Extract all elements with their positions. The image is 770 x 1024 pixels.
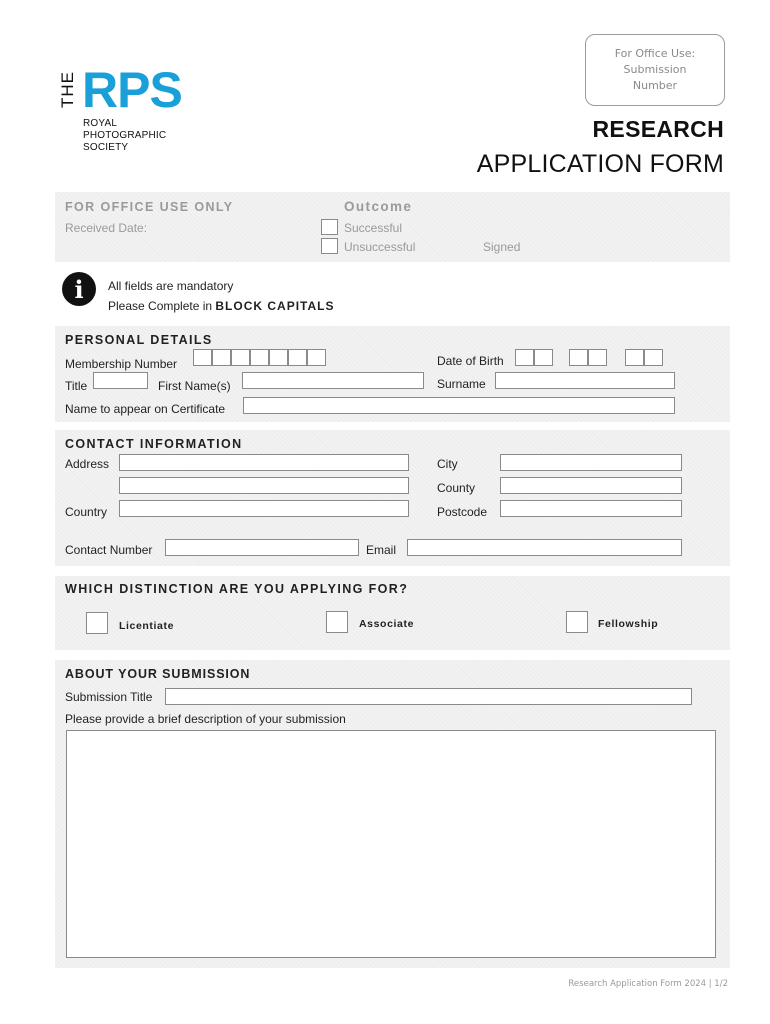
address-line2-input[interactable]	[119, 477, 409, 494]
contact-number-label: Contact Number	[65, 543, 153, 557]
title-input[interactable]	[93, 372, 148, 389]
description-label: Please provide a brief description of your submission	[65, 712, 346, 726]
licentiate-checkbox[interactable]	[86, 612, 108, 634]
email-label: Email	[366, 543, 397, 557]
email-input[interactable]	[407, 539, 682, 556]
logo-society-name	[83, 118, 166, 154]
first-names-input[interactable]	[242, 372, 424, 389]
country-label: Country	[65, 505, 108, 519]
logo-sub-line2: PHOTOGRAPHIC	[83, 130, 167, 141]
membership-digit-4[interactable]	[250, 349, 269, 366]
certificate-name-input[interactable]	[243, 397, 675, 414]
page-footer: Research Application Form 2024 | 1/2	[568, 979, 728, 989]
personal-details-panel	[55, 326, 730, 422]
page-title-research: RESEARCH	[592, 116, 724, 142]
membership-digit-7[interactable]	[307, 349, 326, 366]
certificate-name-label: Name to appear on Certificate	[65, 402, 226, 416]
info-icon: i	[62, 272, 96, 306]
logo-the-text: THE	[58, 71, 77, 108]
dob-month-2[interactable]	[588, 349, 607, 366]
mandatory-notice: All fields are mandatory	[108, 279, 234, 293]
submission-panel	[55, 660, 730, 968]
postcode-input[interactable]	[500, 500, 682, 517]
unsuccessful-label: Unsuccessful	[344, 240, 416, 254]
logo-sub-line3: SOCIETY	[83, 142, 129, 153]
membership-digit-1[interactable]	[193, 349, 212, 366]
submission-title-input[interactable]	[165, 688, 692, 705]
membership-digit-5[interactable]	[269, 349, 288, 366]
membership-digit-3[interactable]	[231, 349, 250, 366]
office-use-heading: FOR OFFICE USE ONLY	[65, 200, 234, 214]
distinction-panel	[55, 576, 730, 650]
office-use-line1: For Office Use:	[614, 47, 696, 60]
block-capitals-prefix: Please Complete in	[108, 299, 216, 313]
office-use-line3: Number	[632, 79, 678, 92]
dob-day-2[interactable]	[534, 349, 553, 366]
received-date-label: Received Date:	[65, 221, 148, 235]
licentiate-label: Licentiate	[119, 620, 175, 632]
block-capitals-emphasis: BLOCK CAPITALS	[215, 299, 335, 313]
contact-information-panel	[55, 430, 730, 566]
logo-rps-text: RPS	[82, 62, 182, 118]
city-label: City	[437, 457, 458, 471]
personal-details-heading: PERSONAL DETAILS	[65, 333, 213, 347]
city-input[interactable]	[500, 454, 682, 471]
county-input[interactable]	[500, 477, 682, 494]
office-use-line2: Submission	[623, 63, 687, 76]
county-label: County	[437, 481, 476, 495]
outcome-label: Outcome	[344, 199, 413, 214]
fellowship-checkbox[interactable]	[566, 611, 588, 633]
date-of-birth-label: Date of Birth	[437, 354, 504, 368]
signed-label: Signed	[483, 240, 521, 254]
unsuccessful-checkbox[interactable]	[321, 238, 338, 254]
country-input[interactable]	[119, 500, 409, 517]
dob-year-2[interactable]	[644, 349, 663, 366]
dob-day-1[interactable]	[515, 349, 534, 366]
contact-information-heading: CONTACT INFORMATION	[65, 437, 243, 451]
submission-heading: ABOUT YOUR SUBMISSION	[65, 667, 251, 681]
submission-title-label: Submission Title	[65, 690, 153, 704]
successful-label: Successful	[344, 221, 403, 235]
office-use-panel	[55, 192, 730, 262]
surname-input[interactable]	[495, 372, 675, 389]
dob-year-1[interactable]	[625, 349, 644, 366]
page-title-application-form: APPLICATION FORM	[476, 150, 724, 178]
title-label: Title	[65, 379, 88, 393]
description-textarea[interactable]	[66, 730, 716, 958]
office-use-submission-box	[585, 34, 725, 106]
contact-number-input[interactable]	[165, 539, 359, 556]
membership-number-label: Membership Number	[65, 357, 178, 371]
dob-month-1[interactable]	[569, 349, 588, 366]
address-label: Address	[65, 457, 110, 471]
associate-label: Associate	[359, 618, 415, 630]
membership-digit-6[interactable]	[288, 349, 307, 366]
postcode-label: Postcode	[437, 505, 488, 519]
successful-checkbox[interactable]	[321, 219, 338, 235]
associate-checkbox[interactable]	[326, 611, 348, 633]
block-capitals-notice	[108, 299, 335, 313]
surname-label: Surname	[437, 377, 486, 391]
fellowship-label: Fellowship	[598, 618, 659, 630]
distinction-heading: WHICH DISTINCTION ARE YOU APPLYING FOR?	[65, 582, 409, 596]
logo-sub-line1: ROYAL	[83, 118, 118, 129]
first-names-label: First Name(s)	[158, 379, 231, 393]
address-line1-input[interactable]	[119, 454, 409, 471]
membership-digit-2[interactable]	[212, 349, 231, 366]
